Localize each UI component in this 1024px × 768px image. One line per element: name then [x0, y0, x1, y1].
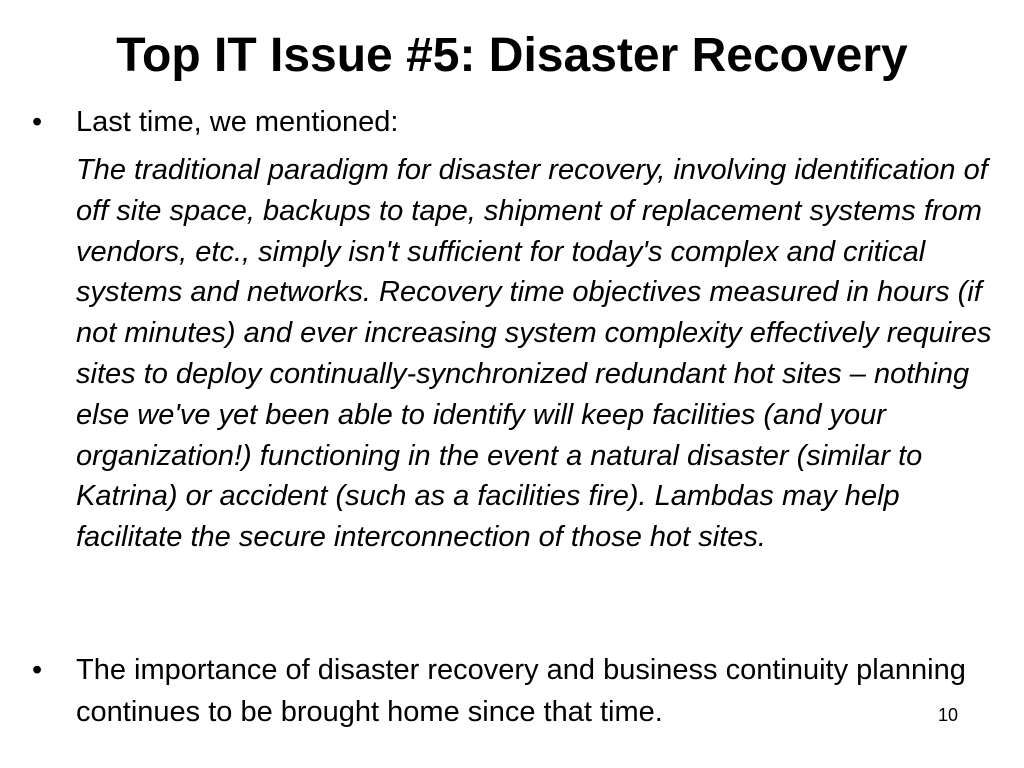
quoted-passage: The traditional paradigm for disaster recovery, involving identification of off site space, backups to tape, shipment of replacement systems from vendors, etc., simply isn't sufficient for today's complex and critical systems and networks. Recovery time objectives measured in hours (if not minutes) and ever increasing system complexity effectively requires sites to deploy continually-synchronized redundant hot sites – nothing else we've yet been able to identify will keep facilities (and your organization!) functioning in the event a natural disaster (similar to Katrina) or accident (such as a facilities fire). Lambdas may help facilitate the secure interconnection of those hot sites. — [76, 154, 992, 554]
bullet-marker: • — [32, 654, 43, 686]
bullet-marker: • — [32, 106, 43, 138]
bullet-text: The importance of disaster recovery and business continuity planning continues to be brought home since that time. — [76, 654, 966, 728]
bullet-text: Last time, we mentioned: — [76, 106, 399, 138]
slide-title: Top IT Issue #5: Disaster Recovery — [116, 29, 908, 82]
slide-number: 10 — [938, 705, 959, 725]
